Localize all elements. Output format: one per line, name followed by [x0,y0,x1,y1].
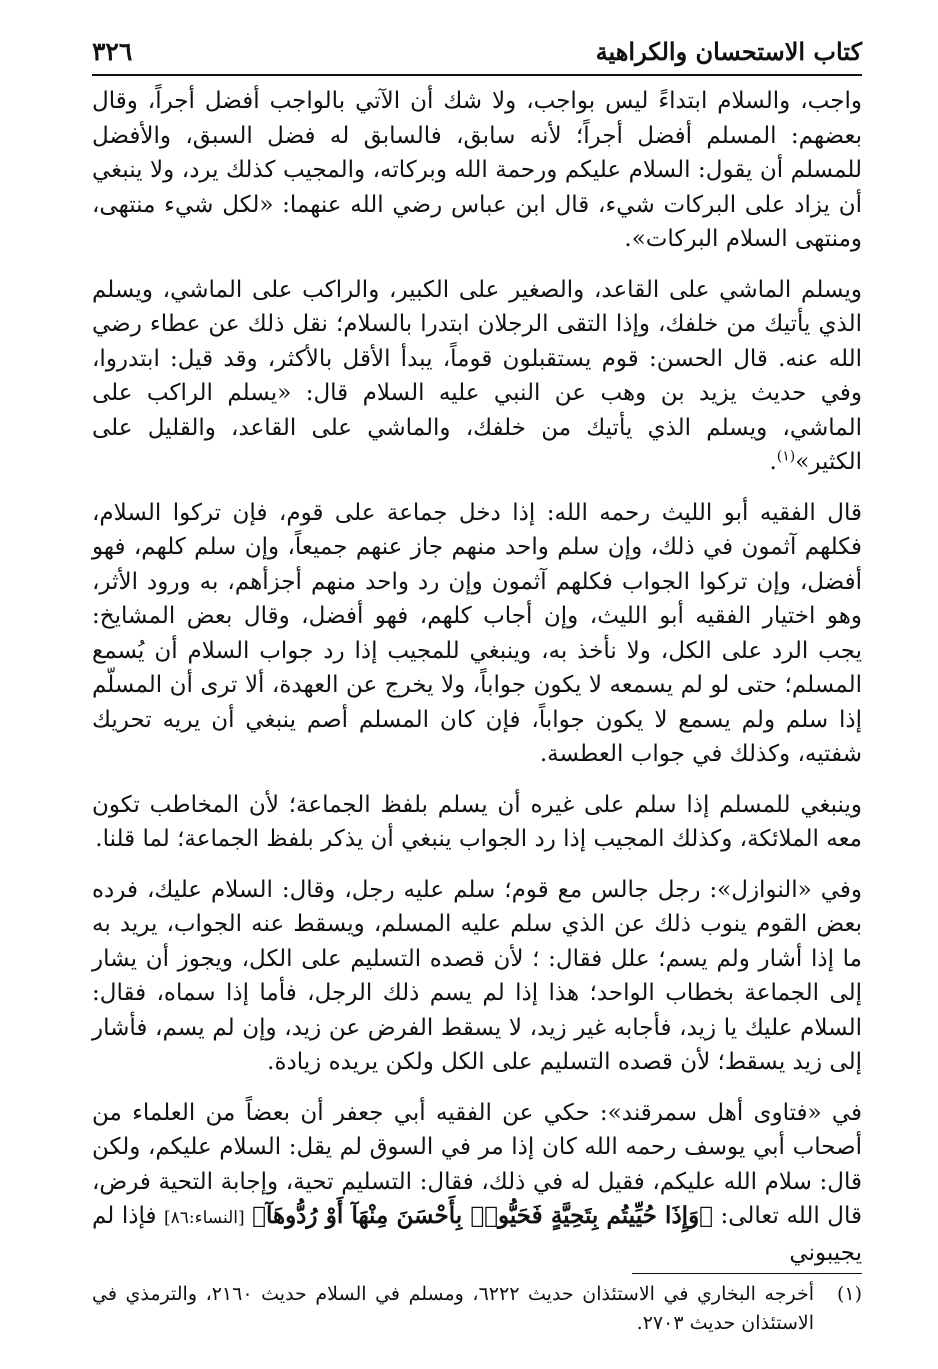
quran-verse: ﴿وَإِذَا حُيِّيتُم بِتَحِيَّةٍ فَحَيُّوا۟ بِأَحْسَنَ مِنْهَآ أَوْ رُدُّوهَآ﴾ [252,1202,713,1229]
paragraph-text: وفي «النوازل»: رجل جالس مع قوم؛ سلم عليه رجل، وقال: السلام عليك، فرده بعض القوم ينوب ذلك عن الذي سلم عليه المسلم، ويسقط عنه الجواب، يريد به ما إذا أشار ولم يسم؛ علل فقال: ؛ لأن قصده التسليم على الكل، ويجوز أن يشار إلى الجماعة بخطاب الواحد؛ هذا إذا لم يسم ذلك الرجل، فأما إذا سماه، فقال: السلام عليك يا زيد، فأجابه غير زيد، لا يسقط الفرض عن زيد، وإن لم يسم، فأشار إلى زيد يسقط؛ لأن قصده التسليم على الكل ولكن يريده زيادة. [92,876,862,1075]
paragraph-3 [92,496,862,772]
paragraph-6 [92,1096,862,1271]
footnote-separator [632,1273,862,1274]
paragraph-4 [92,788,862,857]
paragraph-tail: فإذا لم يجيبوني [92,1203,862,1266]
running-title: كتاب الاستحسان والكراهية [595,36,862,66]
paragraph-text: قال الفقيه أبو الليث رحمه الله: إذا دخل جماعة على قوم، فإن تركوا السلام، فكلهم آثمون في ذلك، وإن سلم واحد منهم جاز عنهم جميعاً، وإن سلم كلهم، فهو أفضل، وإن تركوا الجواب فكلهم آثمون وإن رد واحد منهم أجزأهم، به ورود الأثر، وهو اختيار الفقيه أبو الليث، وإن أجاب كلهم، فهو أفضل، وقال بعض المشايخ: يجب الرد على الكل، ولا نأخذ به، وينبغي للمجيب إذا رد جواب السلام أن يُسمع المسلم؛ حتى لو لم يسمعه لا يكون جواباً، ولا يخرج عن العهدة، ألا ترى أن المسلّم إذا سلم ولم يسمع لا يكون جواباً، فإن كان المسلم أصم ينبغي أن يريه تحريك شفتيه، وكذلك في جواب العطسة. [92,499,862,767]
page-header [92,28,862,76]
footnotes [92,1280,862,1338]
paragraph-text: واجب، والسلام ابتداءً ليس بواجب، ولا شك أن الآتي بالواجب أفضل أجراً، وقال بعضهم: المسلم أفضل أجراً؛ لأنه سابق، فالسابق له فضل السبق، والأفضل للمسلم أن يقول: السلام عليكم ورحمة الله وبركاته، والمجيب كذلك يرد، ولا ينبغي أن يزاد على البركات شيء، قال ابن عباس رضي الله عنهما: «لكل شيء منتهى، ومنتهى السلام البركات». [92,88,862,252]
paragraph-text: وينبغي للمسلم إذا سلم على غيره أن يسلم بلفظ الجماعة؛ لأن المخاطب تكون معه الملائكة، وكذلك المجيب إذا رد الجواب ينبغي أن يذكر بلفظ الجماعة؛ لما قلنا. [92,791,862,852]
paragraph-5 [92,873,862,1080]
paragraph-2 [92,273,862,480]
page-number: ٣٢٦ [92,36,133,66]
paragraph-text: ويسلم الماشي على القاعد، والصغير على الكبير، والراكب على الماشي، ويسلم الذي يأتيك من خلفك، وإذا التقى الرجلان ابتدرا بالسلام؛ نقل ذلك عن عطاء رضي الله عنه. قال الحسن: قوم يستقبلون قوماً، يبدأ الأقل بالأكثر، وقد قيل: ابتدروا، وفي حديث يزيد بن وهب عن النبي عليه السلام قال: «يسلم الراكب على الماشي، ويسلم الذي يأتيك من خلفك، والماشي على القاعد، والقليل على الكثير» [92,276,862,475]
paragraph-1 [92,84,862,257]
footnote-text: أخرجه البخاري في الاستئذان حديث ٦٢٢٢، ومسلم في السلام حديث ٢١٦٠، والترمذي في الاستئذان حديث ٢٧٠٣. [92,1283,814,1334]
footnote-reference[interactable]: (١) [776,448,796,465]
paragraph-tail: . [769,449,777,475]
footnote-item [92,1280,862,1338]
body-text [92,84,862,1286]
footnote-number: (١) [836,1283,862,1305]
verse-reference: [النساء:٨٦] [163,1208,245,1228]
paragraph-text: في «فتاوى أهل سمرقند»: حكي عن الفقيه أبي جعفر أن بعضاً من العلماء من أصحاب أبي يوسف رحمه الله كان إذا مر في السوق لم يقل: السلام عليكم، ولكن قال: سلام الله عليكم، فقيل له في ذلك، فقال: التسليم تحية، وإجابة التحية فرض، قال الله تعالى: [92,1099,863,1229]
